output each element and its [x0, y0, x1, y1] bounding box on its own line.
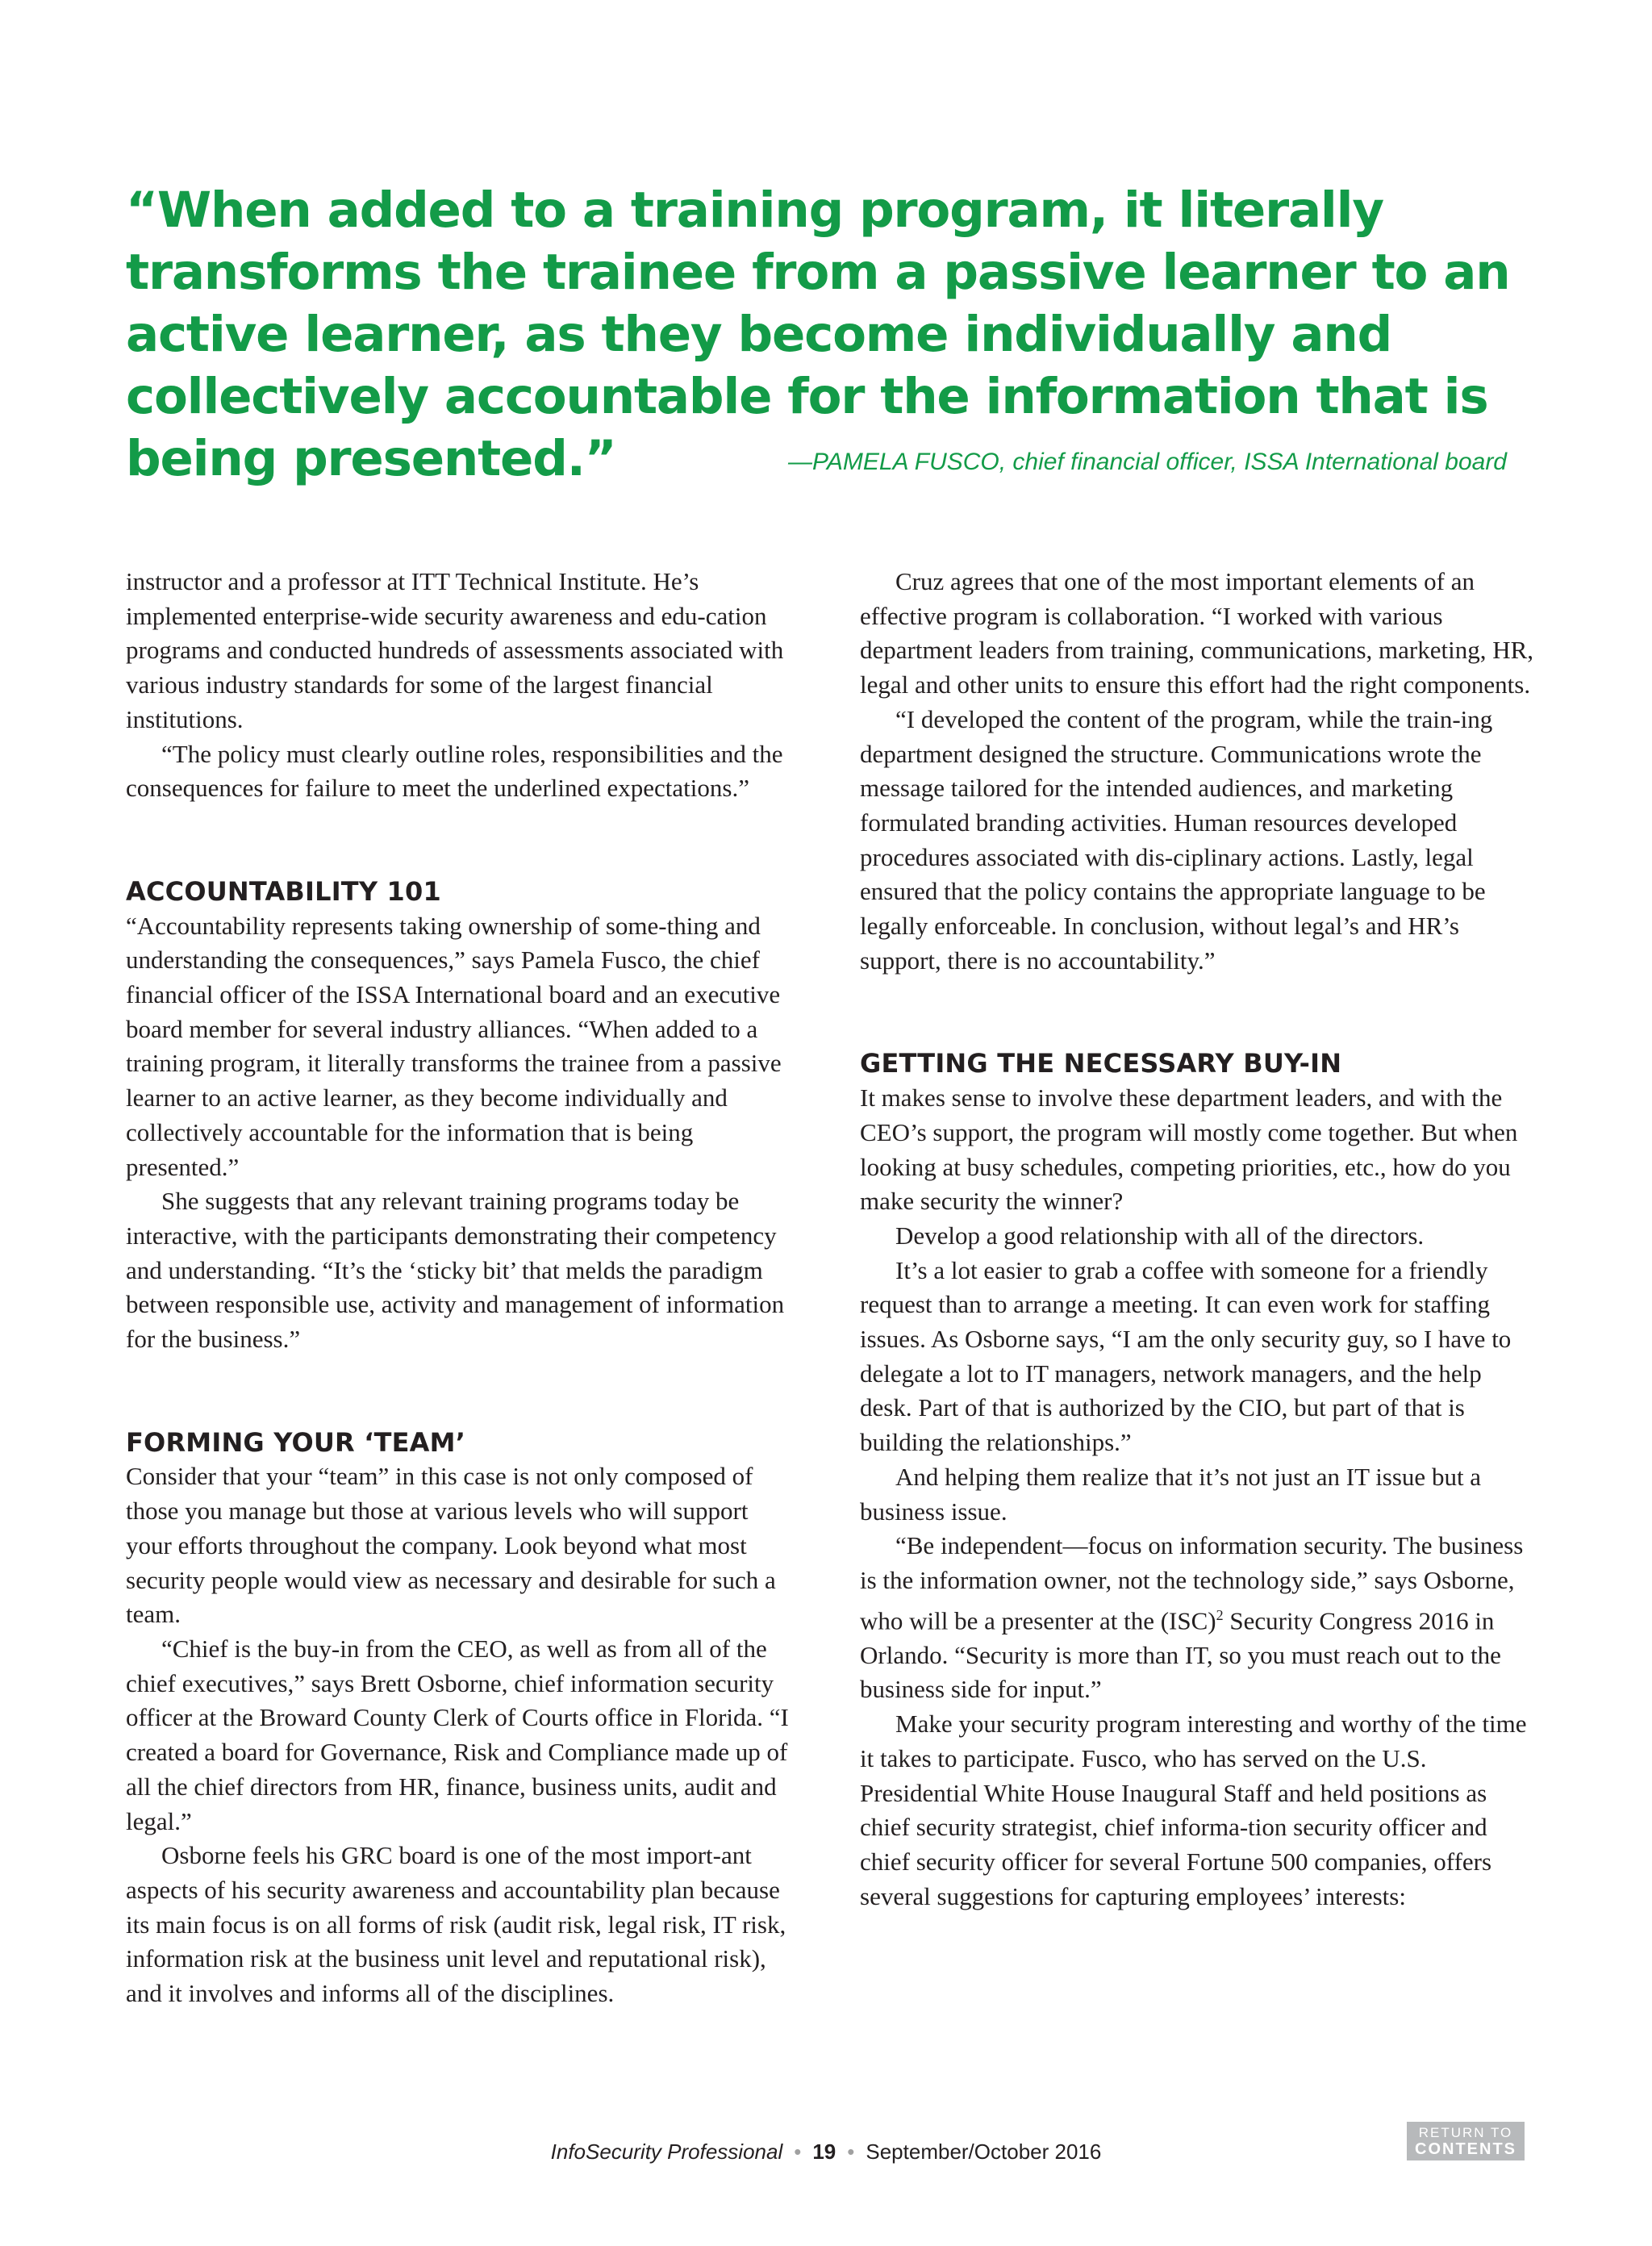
paragraph: “I developed the content of the program, while the train-ing department designed the structure. Communications wrote the message tailored for the intended audiences, and marketing formulated branding activities. Human resources developed procedures associated with dis-ciplinary actions. Lastly, legal ensured that the policy contains the appropriate language to be legally enforceable. In conclusion, without legal’s and HR’s support, there is no accountability.” [860, 704, 1493, 975]
paragraph-text: “Be independent—focus on information security. The business is the information owner, not the technology side,” says Osborne, who will be a presenter at the (ISC) [860, 1531, 1524, 1635]
paragraph: Develop a good relationship with all of the directors. [895, 1221, 1425, 1250]
superscript: 2 [1216, 1606, 1224, 1623]
paragraph: And helping them realize that it’s not just an IT issue but a business issue. [860, 1462, 1482, 1526]
section-heading-accountability: ACCOUNTABILITY 101 [126, 875, 441, 907]
paragraph-text: Security Congress 2016 in Orlando. “Security is more than IT, so you must reach out to the business side for input.” [860, 1606, 1501, 1704]
publication-name: InfoSecurity Professional [550, 2140, 783, 2164]
return-button-line2: CONTENTS [1415, 2140, 1516, 2158]
paragraph: It’s a lot easier to grab a coffee with someone for a friendly request than to arrange a meeting. It can even work for staffing issues. As Osborne says, “I am the only security guy, so I have to delegate a lot to IT managers, network managers, and the help desk. Part of that is authorized by the CIO, but part of that is building the relationships.” [860, 1255, 1512, 1457]
return-to-contents-button[interactable] [1407, 2122, 1525, 2160]
section-heading-forming-team: FORMING YOUR ‘TEAM’ [126, 1426, 466, 1458]
paragraph: She suggests that any relevant training programs today be interactive, with the participants demonstrating their competency and understanding. “It’s the ‘sticky bit’ that melds the paradigm between responsible use, activity and management of information for the business.” [126, 1187, 785, 1354]
paragraph: instructor and a professor at ITT Technical Institute. He’s implemented enterprise-wide security awareness and edu-cation programs and conducted hundreds of assessments associated with various industry standards for some of the largest financial institutions. [126, 567, 784, 733]
section-heading-buy-in: GETTING THE NECESSARY BUY-IN [860, 1048, 1342, 1079]
paragraph: It makes sense to involve these department leaders, and with the CEO’s support, the program will mostly come together. But when looking at busy schedules, competing priorities, etc., how do you make security the winner? [860, 1083, 1518, 1216]
pull-quote-text: “When added to a training program, it literally transforms the trainee from a passive learner to an active learner, as they become individually and collectively accountable for the information that is being presented.” [126, 182, 1510, 487]
issue-date: September/October 2016 [866, 2140, 1102, 2164]
right-column [860, 565, 1534, 1914]
paragraph: Cruz agrees that one of the most important elements of an effective program is collaboration. “I worked with various department leaders from training, communications, marketing, HR, legal and other units to ensure this effort had the right components. [860, 567, 1534, 699]
page-number: 19 [812, 2140, 836, 2164]
separator-dot: • [847, 2140, 855, 2164]
left-column [126, 565, 792, 2011]
paragraph [860, 1529, 1534, 1707]
separator-dot: • [794, 2140, 802, 2164]
pull-quote [126, 179, 1529, 490]
paragraph: Consider that your “team” in this case is not only composed of those you manage but those at various levels who will support your efforts throughout the company. Look beyond what most security people would view as necessary and desirable for such a team. [126, 1462, 776, 1629]
paragraph: Osborne feels his GRC board is one of the most import-ant aspects of his security awareness and accountability plan because its main focus is on all forms of risk (audit risk, legal risk, IT risk, information risk at the business unit level and reputational risk), and it involves and informs all of the disciplines. [126, 1841, 786, 2008]
paragraph: “Chief is the buy-in from the CEO, as well as from all of the chief executives,” says Brett Osborne, chief information security officer at the Broward County Clerk of Courts office in Florida. “I created a board for Governance, Risk and Compliance made up of all the chief directors from HR, finance, business units, audit and legal.” [126, 1634, 789, 1835]
paragraph: “The policy must clearly outline roles, responsibilities and the consequences for failure to meet the underlined expectations.” [126, 739, 783, 803]
paragraph: “Accountability represents taking ownership of some-thing and understanding the consequences,” says Pamela Fusco, the chief financial officer of the ISSA International board and an executive board member for several industry alliances. “When added to a training program, it literally transforms the trainee from a passive learner to an active learner, as they become individually and collectively accountable for the information that is being presented.” [126, 911, 782, 1181]
pull-quote-attribution: —PAMELA FUSCO, chief financial officer, ISSA International board [788, 449, 1507, 475]
page-footer [0, 2140, 1652, 2165]
paragraph: Make your security program interesting and worthy of the time it takes to participate. Fusco, who has served on the U.S. Presidential White House Inaugural Staff and held positions as chief security strategist, chief informa-tion security officer and chief security officer for several Fortune 500 companies, offers several suggestions for capturing employees’ interests: [860, 1710, 1527, 1910]
return-button-line1: RETURN TO [1418, 2125, 1513, 2140]
